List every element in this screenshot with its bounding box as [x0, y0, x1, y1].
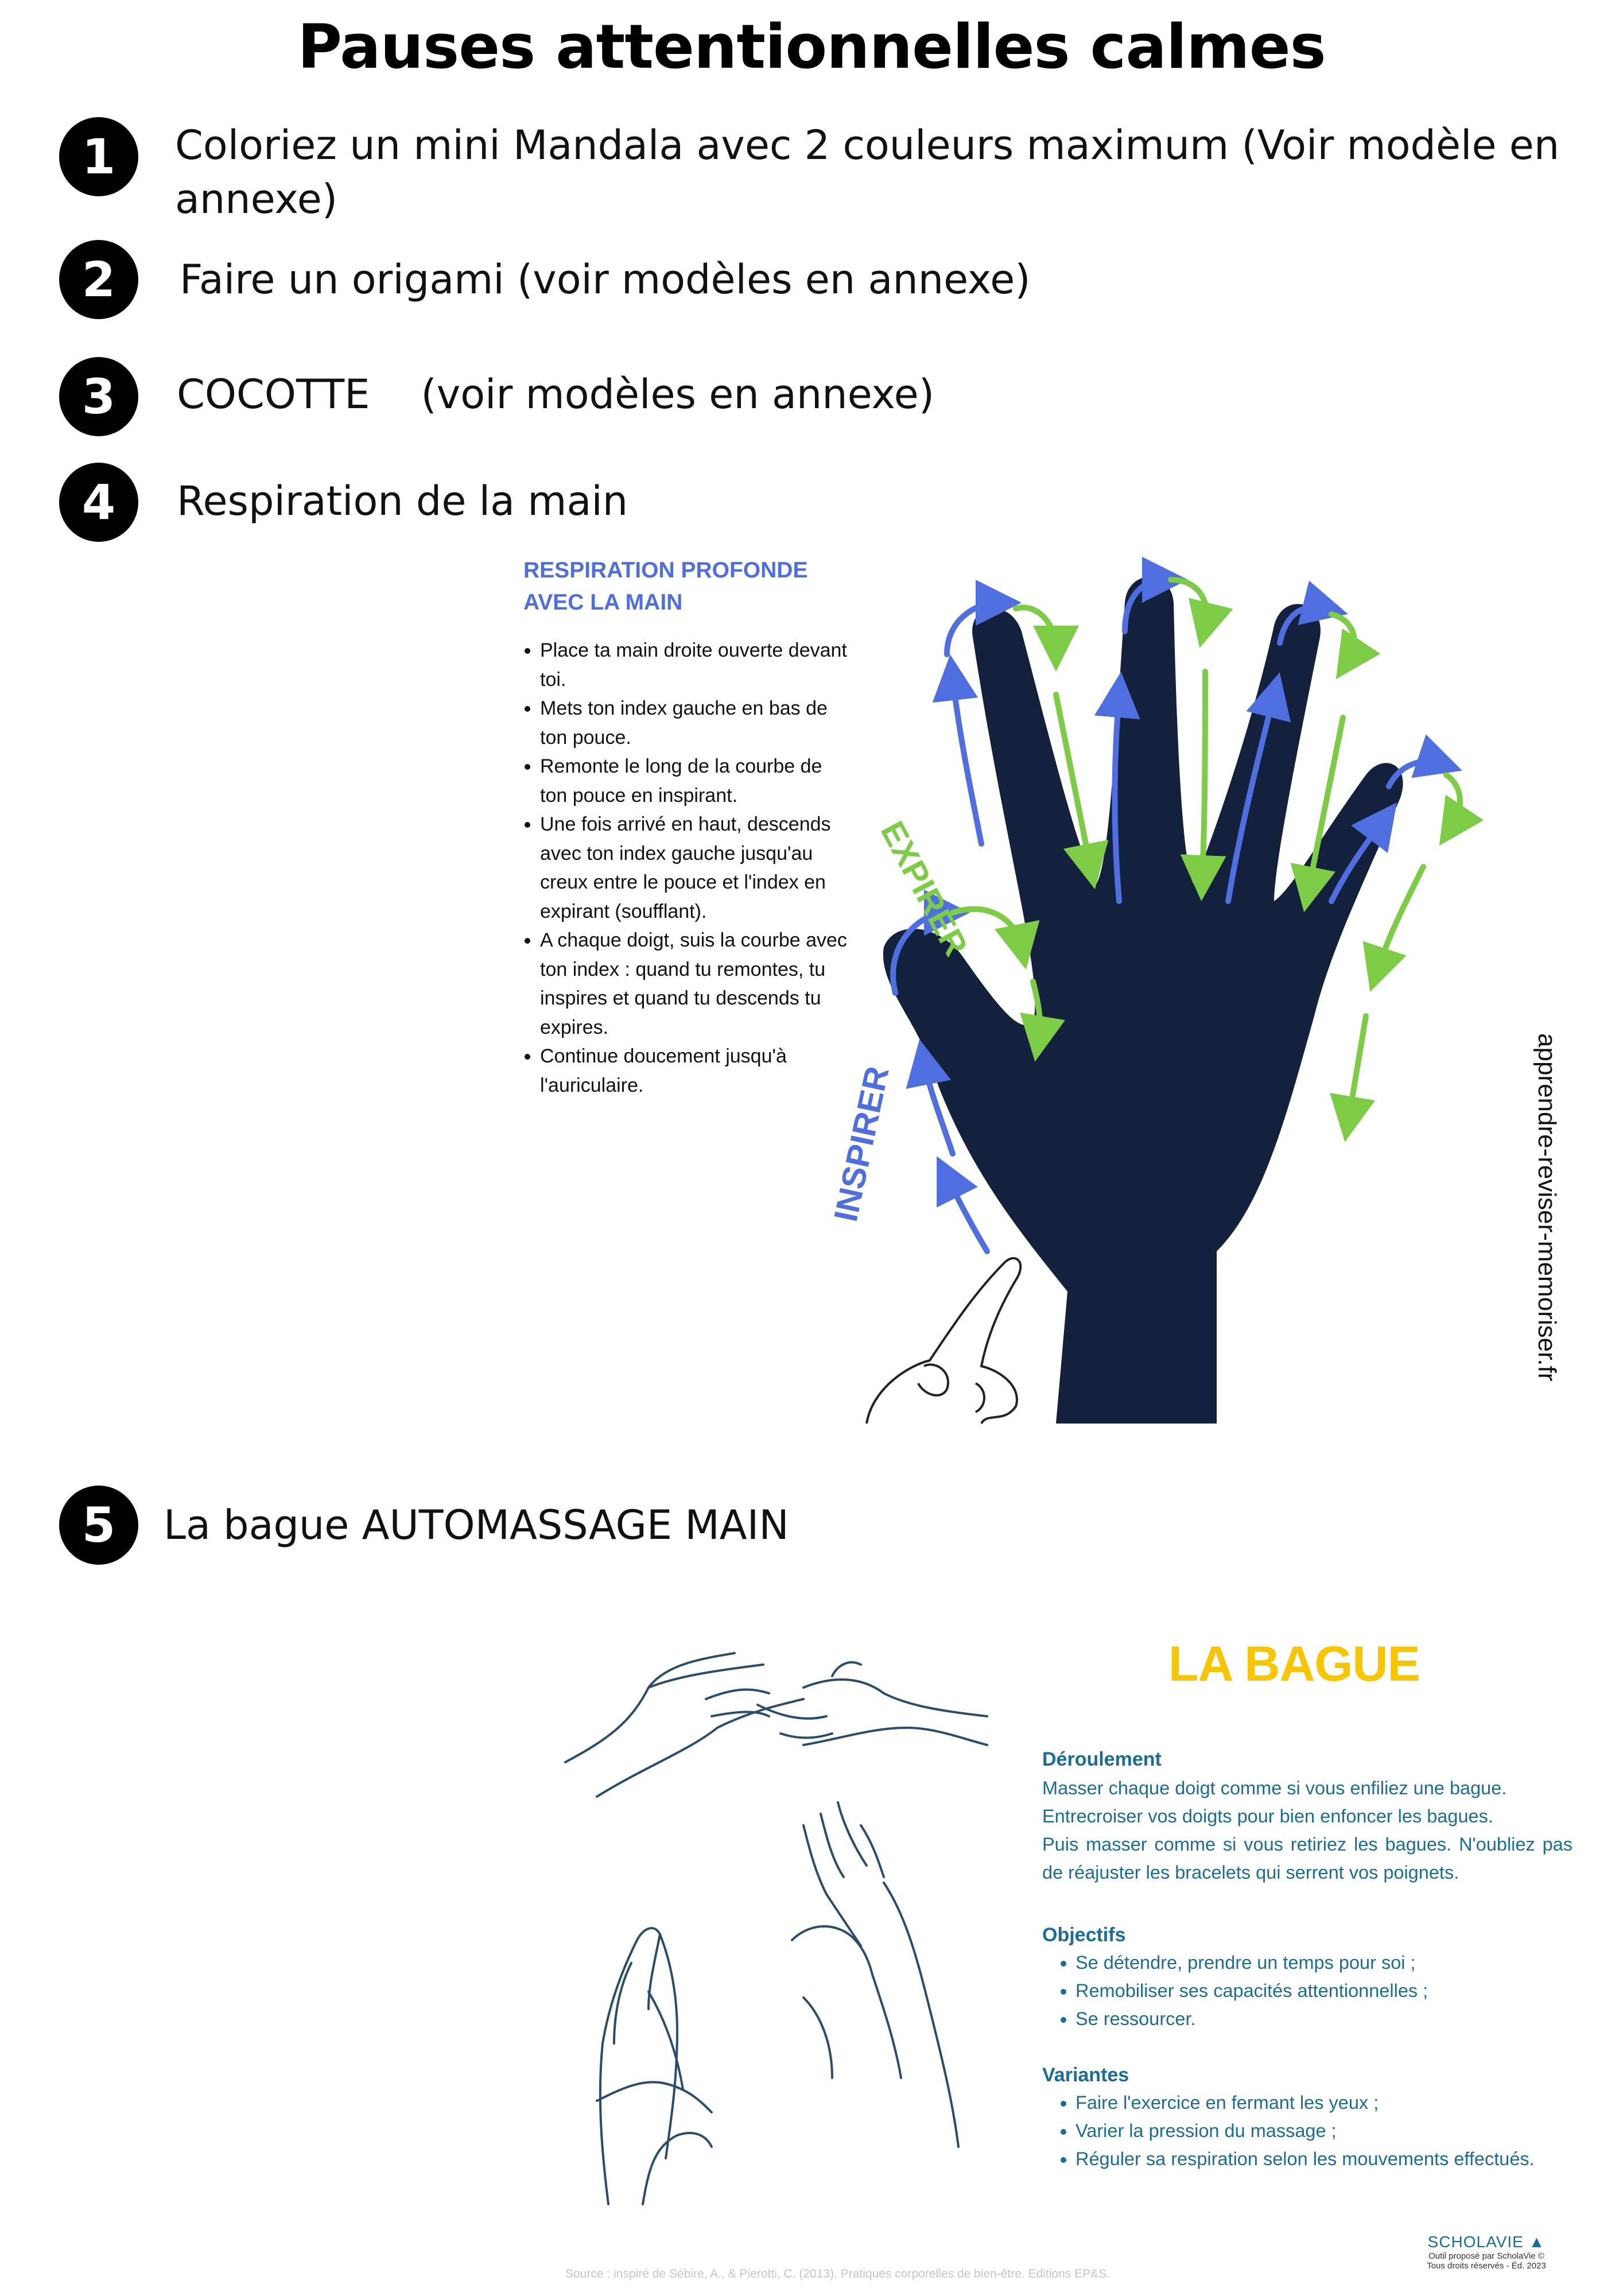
- item-3-text: COCOTTE (voir modèles en annexe): [177, 371, 935, 418]
- item-number-3: 3: [59, 357, 138, 436]
- variante-item: • Varier la pression du massage ;: [1075, 2117, 1572, 2145]
- deroulement-line: Masser chaque doigt comme si vous enfiliez une bague.: [1042, 1778, 1507, 1798]
- objectif-item: • Se détendre, prendre un temps pour soi ;: [1075, 1949, 1572, 1977]
- bague-variantes-section: [1042, 2064, 1572, 2173]
- respiration-step: • Place ta main droite ouverte devant toi.: [540, 636, 850, 694]
- item-number-5: 5: [59, 1486, 138, 1565]
- respiration-title-line2: AVEC LA MAIN: [523, 590, 683, 615]
- inspirer-label: INSPIRER: [826, 1063, 896, 1225]
- pointing-finger-outline: [867, 1258, 1020, 1424]
- bague-objectifs-section: [1042, 1924, 1572, 2033]
- respiration-step: • Continue doucement jusqu'à l'auriculaire.: [540, 1042, 850, 1100]
- source-citation: Source : inspiré de Sébire, A., & Pierotti, C. (2013). Pratiques corporelles de bien-être. Editions EP&S.: [565, 2267, 1110, 2281]
- bague-deroulement-section: [1042, 1748, 1572, 1887]
- page-title: Pauses attentionnelles calmes: [297, 11, 1326, 82]
- brand-line-1: Outil proposé par ScholaVie ©: [1428, 2251, 1544, 2261]
- respiration-heading: [523, 554, 807, 619]
- deroulement-heading: Déroulement: [1042, 1748, 1162, 1770]
- item-1-text: Coloriez un mini Mandala avec 2 couleurs maximum (Voir modèle en annexe): [175, 122, 1560, 223]
- expirer-label: EXPIRER: [873, 815, 975, 962]
- scholavie-branding: [1395, 2233, 1578, 2271]
- respiration-steps: [514, 636, 850, 1100]
- hands-ring-slide-drawing: [792, 1802, 958, 2147]
- hand-massage-illustrations: [562, 1642, 1010, 2216]
- respiration-title-line1: RESPIRATION PROFONDE: [523, 558, 808, 583]
- item-number-2: 2: [59, 240, 138, 319]
- deroulement-line: Entrecroiser vos doigts pour bien enfoncer les bagues.: [1042, 1806, 1493, 1826]
- deroulement-line: Puis masser comme si vous retiriez les bagues. N'oubliez pas de réajuster les bracelets qui serrent vos poignets.: [1042, 1834, 1572, 1883]
- website-watermark: apprendre-reviser-memoriser.fr: [1533, 1033, 1561, 1382]
- brand-name: SCHOLAVIE: [1427, 2233, 1524, 2251]
- variante-item: • Réguler sa respiration selon les mouvements effectués.: [1075, 2145, 1572, 2173]
- bague-title: LA BAGUE: [1168, 1636, 1420, 1692]
- variantes-heading: Variantes: [1042, 2064, 1129, 2086]
- item-2-text: Faire un origami (voir modèles en annexe): [180, 256, 1031, 303]
- item-5-text: La bague AUTOMASSAGE MAIN: [164, 1502, 789, 1549]
- respiration-step: • Remonte le long de la courbe de ton pouce en inspirant.: [540, 752, 850, 810]
- hands-interlaced-drawing: [565, 1653, 987, 1797]
- objectif-item: • Remobiliser ses capacités attentionnelles ;: [1075, 1977, 1572, 2005]
- objectif-item: • Se ressourcer.: [1075, 2005, 1572, 2033]
- respiration-step: • A chaque doigt, suis la courbe avec ton index : quand tu remontes, tu inspires et quand tu descends tu expires.: [540, 926, 850, 1042]
- hand-breathing-illustration: [815, 545, 1572, 1429]
- item-number-4: 4: [59, 463, 138, 542]
- item-4-text: Respiration de la main: [177, 478, 628, 525]
- respiration-step: • Une fois arrivé en haut, descends avec ton index gauche jusqu'au creux entre le pouce et l'index en expirant (soufflant).: [540, 810, 850, 926]
- hand-silhouette: [883, 577, 1403, 1424]
- brand-line-2: Tous droits réservés - Éd. 2023: [1427, 2261, 1546, 2271]
- hands-finger-massage-drawing: [597, 1928, 712, 2204]
- objectifs-heading: Objectifs: [1042, 1924, 1126, 1946]
- item-number-1: 1: [59, 117, 138, 196]
- respiration-step: • Mets ton index gauche en bas de ton pouce.: [540, 694, 850, 752]
- variante-item: • Faire l'exercice en fermant les yeux ;: [1075, 2089, 1572, 2117]
- mortarboard-icon: ▲: [1528, 2233, 1546, 2251]
